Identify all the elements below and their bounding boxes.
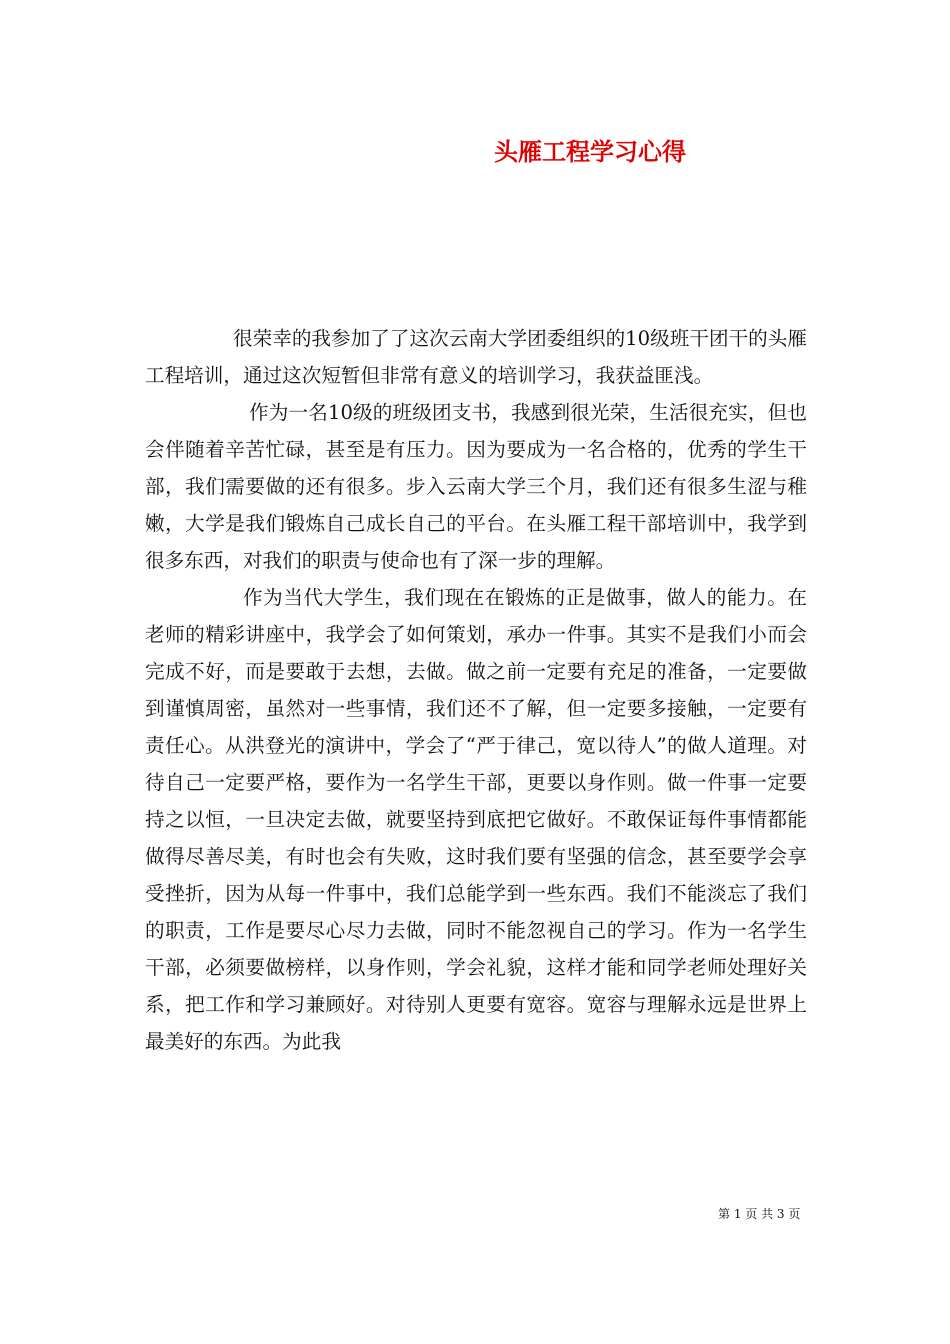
paragraph-3: 作为当代大学生，我们现在在锻炼的正是做事，做人的能力。在老师的精彩讲座中，我学会了如何策划，承办一件事。其实不是我们小而会完成不好，而是要敢于去想，去做。做之前一定要有充足的准备，一定要做到谨慎周密，虽然对一些事情，我们还不了解，但一定要多接触，一定要有责任心。从洪登光的演讲中，学会了“严于律己，宽以待人”的做人道理。对待自己一定要严格，要作为一名学生干部，更要以身作则。做一件事一定要持之以恒，一旦决定去做，就要坚持到底把它做好。不敢保证每件事情都能做得尽善尽美，有时也会有失败，这时我们要有坚强的信念，甚至要学会享受挫折，因为从每一件事中，我们总能学到一些东西。我们不能淡忘了我们的职责，工作是要尽心尽力去做，同时不能忽视自己的学习。作为一名学生干部，必须要做榜样，以身作则，学会礼貌，这样才能和同学老师处理好关系，把工作和学习兼顾好。对待别人更要有宽容。宽容与理解永远是世界上最美好的东西。为此我 (145, 586, 807, 1053)
paragraph-2: 作为一名10级的班级团支书，我感到很光荣，生活很充实，但也会伴随着辛苦忙碌，甚至是有压力。因为要成为一名合格的，优秀的学生干部，我们需要做的还有很多。步入云南大学三个月，我们还有很多生涩与稚嫩，大学是我们锻炼自己成长自己的平台。在头雁工程干部培训中，我学到很多东西，对我们的职责与使命也有了深一步的理解。 (145, 401, 807, 572)
document-title (0, 132, 950, 172)
document-title-text: 头雁工程学习心得 (494, 137, 686, 166)
page-number-footer: 第 1 页 共 3 页 (718, 1207, 801, 1221)
paragraph-1: 很荣幸的我参加了了这次云南大学团委组织的10级班干团干的头雁工程培训，通过这次短暂但非常有意义的培训学习，我获益匪浅。 (145, 327, 807, 387)
document-body (145, 320, 807, 1060)
